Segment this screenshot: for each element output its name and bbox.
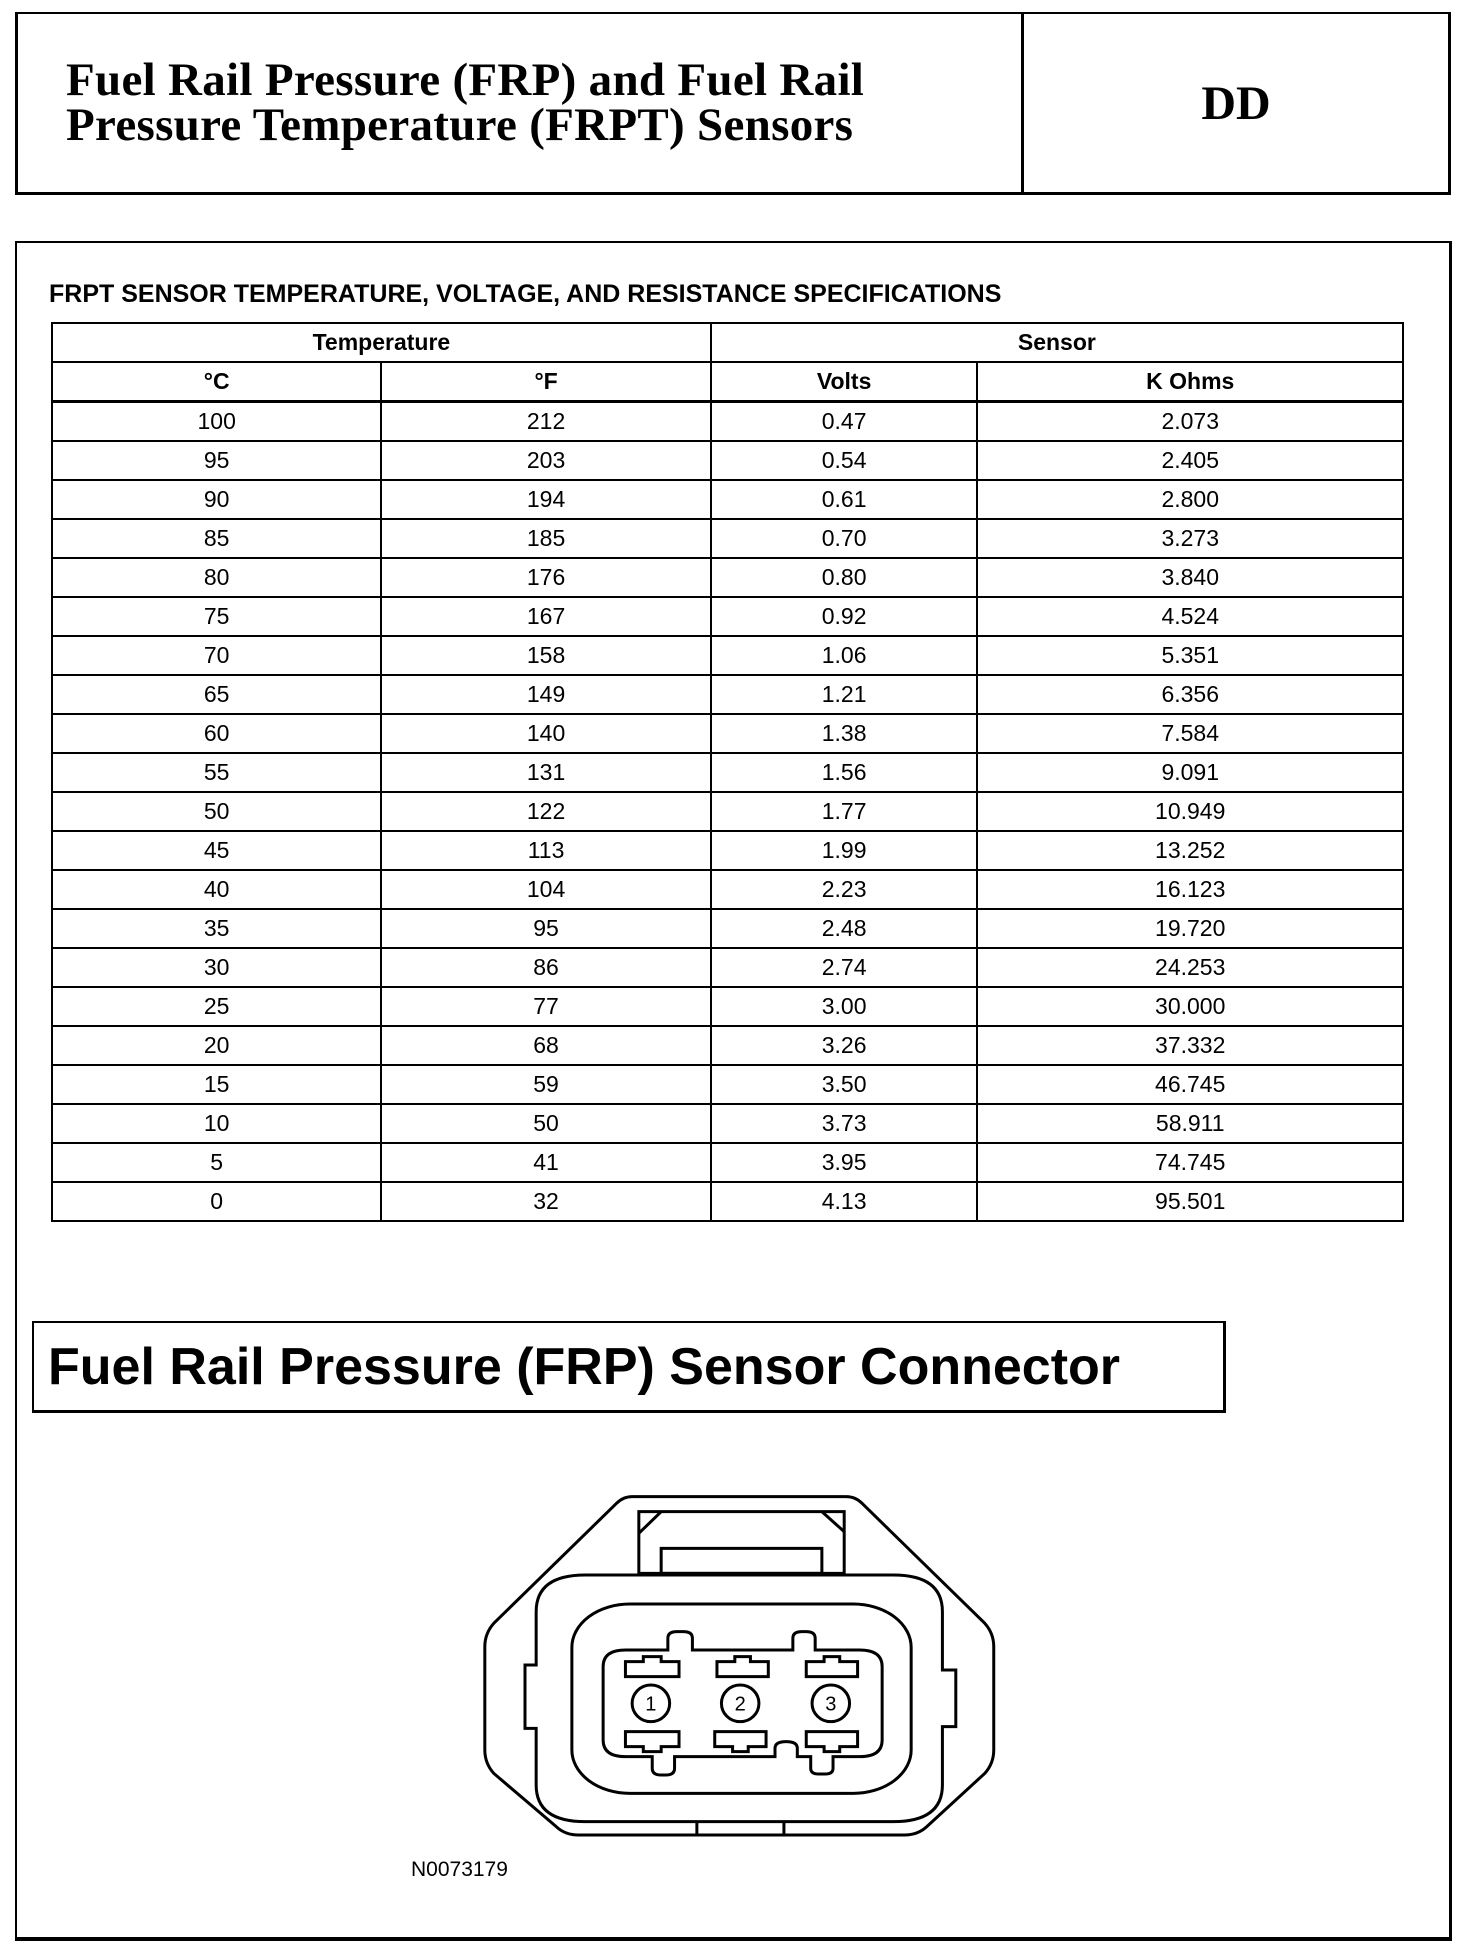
cell-fahrenheit: 176 xyxy=(381,558,710,597)
cell-celsius: 85 xyxy=(52,519,381,558)
cell-celsius: 30 xyxy=(52,948,381,987)
cell-kohms: 13.252 xyxy=(977,831,1403,870)
page-title-line-2: Pressure Temperature (FRPT) Sensors xyxy=(66,99,854,151)
cell-volts: 3.95 xyxy=(711,1143,978,1182)
table-row xyxy=(52,792,1403,831)
cell-kohms: 7.584 xyxy=(977,714,1403,753)
cell-volts: 4.13 xyxy=(711,1182,978,1221)
cell-kohms: 6.356 xyxy=(977,675,1403,714)
connector-latch xyxy=(639,1512,844,1574)
cell-celsius: 100 xyxy=(52,402,381,442)
cell-celsius: 5 xyxy=(52,1143,381,1182)
cell-kohms: 2.073 xyxy=(977,402,1403,442)
cell-celsius: 90 xyxy=(52,480,381,519)
cell-celsius: 95 xyxy=(52,441,381,480)
cell-fahrenheit: 113 xyxy=(381,831,710,870)
table-row xyxy=(52,519,1403,558)
column-header-celsius: °C xyxy=(52,362,381,402)
page-title xyxy=(66,54,865,151)
page-header xyxy=(15,12,1451,195)
cell-celsius: 70 xyxy=(52,636,381,675)
cell-celsius: 80 xyxy=(52,558,381,597)
cell-volts: 2.74 xyxy=(711,948,978,987)
cell-kohms: 4.524 xyxy=(977,597,1403,636)
cell-fahrenheit: 104 xyxy=(381,870,710,909)
cell-volts: 1.06 xyxy=(711,636,978,675)
table-row xyxy=(52,1182,1403,1221)
cell-celsius: 35 xyxy=(52,909,381,948)
cell-kohms: 95.501 xyxy=(977,1182,1403,1221)
cell-kohms: 16.123 xyxy=(977,870,1403,909)
cell-celsius: 0 xyxy=(52,1182,381,1221)
cell-volts: 0.92 xyxy=(711,597,978,636)
table-row xyxy=(52,675,1403,714)
cell-volts: 1.77 xyxy=(711,792,978,831)
table-row xyxy=(52,480,1403,519)
cell-fahrenheit: 158 xyxy=(381,636,710,675)
cell-fahrenheit: 41 xyxy=(381,1143,710,1182)
cell-kohms: 3.273 xyxy=(977,519,1403,558)
cell-celsius: 40 xyxy=(52,870,381,909)
cell-volts: 2.23 xyxy=(711,870,978,909)
cell-fahrenheit: 149 xyxy=(381,675,710,714)
table-row xyxy=(52,714,1403,753)
cell-kohms: 74.745 xyxy=(977,1143,1403,1182)
cell-fahrenheit: 194 xyxy=(381,480,710,519)
cell-kohms: 24.253 xyxy=(977,948,1403,987)
cell-fahrenheit: 68 xyxy=(381,1026,710,1065)
pin-3-label: 3 xyxy=(825,1693,837,1716)
cell-volts: 0.61 xyxy=(711,480,978,519)
cell-kohms: 30.000 xyxy=(977,987,1403,1026)
cell-celsius: 55 xyxy=(52,753,381,792)
cell-volts: 0.54 xyxy=(711,441,978,480)
table-body xyxy=(52,402,1403,1222)
cell-fahrenheit: 140 xyxy=(381,714,710,753)
cell-kohms: 10.949 xyxy=(977,792,1403,831)
table-row xyxy=(52,987,1403,1026)
spec-table xyxy=(51,322,1404,1222)
table-row xyxy=(52,636,1403,675)
cell-celsius: 50 xyxy=(52,792,381,831)
cell-volts: 3.00 xyxy=(711,987,978,1026)
cell-kohms: 5.351 xyxy=(977,636,1403,675)
cell-volts: 1.99 xyxy=(711,831,978,870)
table-row xyxy=(52,1143,1403,1182)
table-title: FRPT SENSOR TEMPERATURE, VOLTAGE, AND RESISTANCE SPECIFICATIONS xyxy=(49,280,1002,308)
cell-kohms: 46.745 xyxy=(977,1065,1403,1104)
cell-kohms: 58.911 xyxy=(977,1104,1403,1143)
cell-volts: 0.70 xyxy=(711,519,978,558)
table-row xyxy=(52,1065,1403,1104)
cell-volts: 1.56 xyxy=(711,753,978,792)
section-code: DD xyxy=(1201,76,1271,130)
cell-volts: 2.48 xyxy=(711,909,978,948)
cell-volts: 0.80 xyxy=(711,558,978,597)
cell-kohms: 9.091 xyxy=(977,753,1403,792)
group-header-sensor: Sensor xyxy=(711,323,1403,362)
cell-fahrenheit: 77 xyxy=(381,987,710,1026)
column-header-fahrenheit: °F xyxy=(381,362,710,402)
cell-celsius: 75 xyxy=(52,597,381,636)
group-header-temperature: Temperature xyxy=(52,323,711,362)
cell-fahrenheit: 131 xyxy=(381,753,710,792)
cell-celsius: 25 xyxy=(52,987,381,1026)
cell-kohms: 19.720 xyxy=(977,909,1403,948)
cell-fahrenheit: 59 xyxy=(381,1065,710,1104)
cell-fahrenheit: 167 xyxy=(381,597,710,636)
table-row xyxy=(52,1026,1403,1065)
pin-2-label: 2 xyxy=(734,1693,746,1716)
cell-celsius: 10 xyxy=(52,1104,381,1143)
cell-kohms: 3.840 xyxy=(977,558,1403,597)
column-header-kohms: K Ohms xyxy=(977,362,1403,402)
table-row xyxy=(52,597,1403,636)
column-header-volts: Volts xyxy=(711,362,978,402)
cell-kohms: 2.800 xyxy=(977,480,1403,519)
cell-fahrenheit: 32 xyxy=(381,1182,710,1221)
cell-fahrenheit: 203 xyxy=(381,441,710,480)
cell-fahrenheit: 122 xyxy=(381,792,710,831)
cell-volts: 0.47 xyxy=(711,402,978,442)
table-row xyxy=(52,441,1403,480)
figure-id: N0073179 xyxy=(411,1858,508,1881)
cell-volts: 3.50 xyxy=(711,1065,978,1104)
page-title-line-1: Fuel Rail Pressure (FRP) and Fuel Rail xyxy=(66,54,865,106)
cell-celsius: 20 xyxy=(52,1026,381,1065)
cell-volts: 3.26 xyxy=(711,1026,978,1065)
table-row xyxy=(52,948,1403,987)
table-row xyxy=(52,402,1403,442)
cell-fahrenheit: 50 xyxy=(381,1104,710,1143)
table-row xyxy=(52,753,1403,792)
connector-title: Fuel Rail Pressure (FRP) Sensor Connector xyxy=(32,1321,1226,1413)
table-row xyxy=(52,558,1403,597)
table-row xyxy=(52,1104,1403,1143)
cell-volts: 3.73 xyxy=(711,1104,978,1143)
pin-1-label: 1 xyxy=(645,1693,657,1716)
cell-fahrenheit: 86 xyxy=(381,948,710,987)
table-row xyxy=(52,870,1403,909)
cell-fahrenheit: 95 xyxy=(381,909,710,948)
cell-volts: 1.38 xyxy=(711,714,978,753)
cell-celsius: 45 xyxy=(52,831,381,870)
cell-celsius: 60 xyxy=(52,714,381,753)
cell-kohms: 37.332 xyxy=(977,1026,1403,1065)
cell-fahrenheit: 212 xyxy=(381,402,710,442)
cell-kohms: 2.405 xyxy=(977,441,1403,480)
table-row xyxy=(52,909,1403,948)
table-row xyxy=(52,831,1403,870)
cell-celsius: 15 xyxy=(52,1065,381,1104)
cell-volts: 1.21 xyxy=(711,675,978,714)
cell-celsius: 65 xyxy=(52,675,381,714)
cell-fahrenheit: 185 xyxy=(381,519,710,558)
